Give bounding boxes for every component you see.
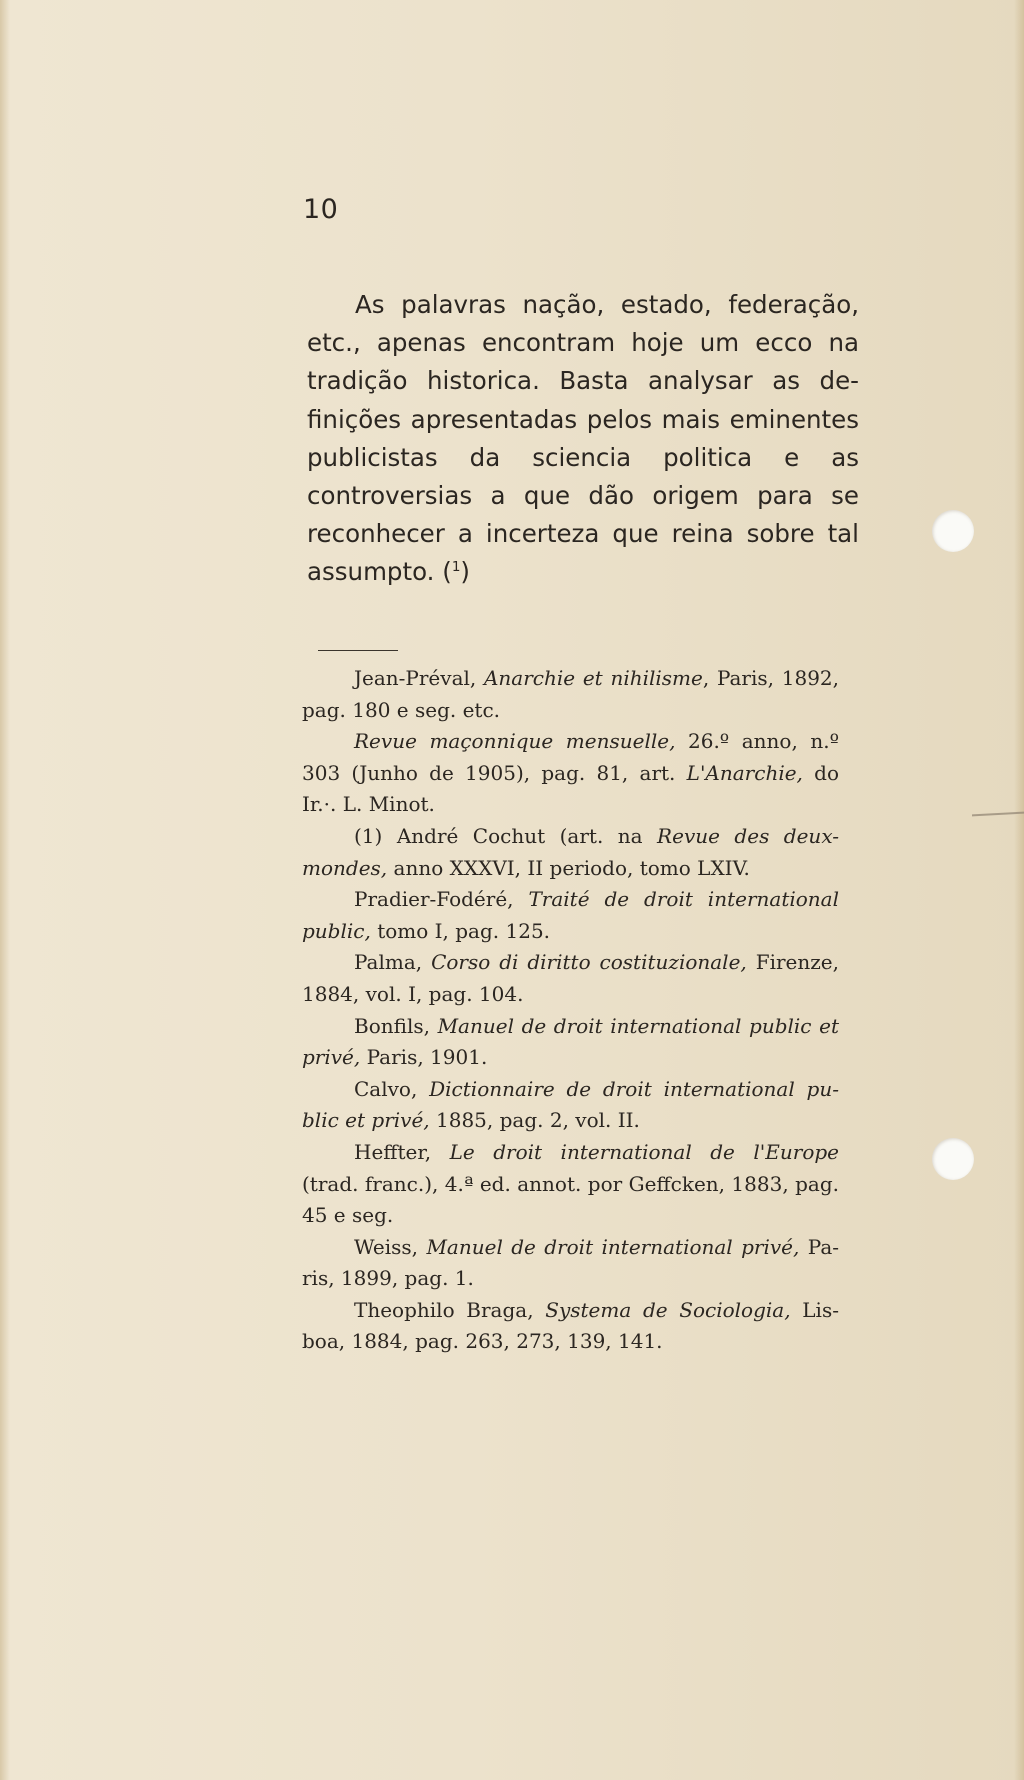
page-number: 10	[303, 194, 339, 225]
footnote-author: Bonfils,	[354, 1013, 438, 1038]
footnote-details: , Paris, 1892, pag. 180 e seg. etc.	[302, 666, 839, 722]
footnote-title: Le droit international de l'Europe	[449, 1139, 839, 1164]
footnote-title: Revue des deux-mondes,	[302, 823, 840, 880]
footnote-title: Corso di diritto costituzionale,	[431, 950, 747, 975]
footnote-details: 1885, pag. 2, vol. II.	[429, 1108, 640, 1133]
footnote-author: Jean-Préval,	[354, 666, 484, 690]
main-paragraph: As palavras nação, estado, federação, etc., apenas encontram hoje um ecco na tradição historica. Basta analysar as definições apresentadas pelos mais eminentes publicistas da sciencia politica e as controversias a que dão origem para se reconhecer a incerteza que reina sobre tal assumpto. ($^1$)	[307, 290, 859, 587]
footnote-author: Calvo,	[354, 1076, 430, 1101]
footnote-author: Weiss,	[354, 1234, 427, 1259]
footnote-details: Paris, 1899, pag. 1.	[302, 1234, 840, 1291]
footnote-separator-rule	[318, 650, 398, 651]
footnote-details: Paris, 1901.	[360, 1045, 488, 1070]
footnote-title: Systema de Sociologia,	[545, 1297, 791, 1322]
footnote-details: Lisboa, 1884, pag. 263, 273, 139, 141.	[302, 1297, 839, 1354]
main-paragraph-text: As palavras nação, estado, federação, etc., apenas encontram hoje um ecco na tradição historica. Basta analysar as definições apresentadas pelos mais eminentes publicistas da sciencia politica e as controversias a que dão origem para se reconhecer a incerteza que reina sobre tal assumpto.	[307, 290, 859, 587]
footnote-entry	[302, 663, 839, 726]
footnote-details: anno XXXVI, II periodo, tomo LXIV.	[387, 855, 750, 880]
footnote-details: tomo I, pag. 125.	[370, 918, 551, 943]
page-edge-right	[1014, 0, 1024, 1780]
footnote-details: Firenze, 1884, vol. I, pag. 104.	[302, 950, 839, 1006]
page-edge-left	[0, 0, 10, 1780]
footnote-reference: 1	[451, 559, 461, 576]
footnote-author: André Cochut (art. na	[396, 823, 658, 848]
footnote-author: Palma,	[354, 950, 432, 975]
footnote-title: Manuel de droit international privé,	[426, 1234, 800, 1259]
footnote-entry	[302, 884, 839, 947]
footnotes-block	[302, 663, 839, 1358]
footnote-author: Pradier-Fodéré,	[354, 887, 529, 912]
footnote-details: (trad. franc.), 4.ª ed. annot. por Geffcken, 1883, pag. 45 e seg.	[302, 1171, 839, 1228]
footnote-title: Revue maçonnique mensuelle,	[354, 729, 676, 754]
punch-hole	[932, 1138, 974, 1180]
footnote-title: Anarchie et nihilisme	[483, 666, 703, 690]
footnote-entry	[302, 726, 839, 821]
footnote-author: Theophilo Braga,	[354, 1297, 546, 1322]
footnote-details: 26.º anno, n.º 303 (Junho de 1905), pag. 81, art.	[302, 729, 839, 785]
punch-hole	[932, 510, 974, 552]
footnote-entry	[302, 1295, 839, 1358]
footnote-title: Dictionnaire de droit international public et privé,	[302, 1076, 839, 1133]
footnote-entry	[302, 1011, 839, 1074]
footnote-marker: (1)	[354, 823, 397, 848]
footnote-entry	[302, 947, 839, 1010]
footnote-entry	[302, 1137, 839, 1232]
footnote-details: do Ir.·. L. Minot.	[302, 760, 840, 817]
footnote-title: Manuel de droit international public et privé,	[302, 1013, 839, 1070]
footnote-entry	[302, 1232, 839, 1295]
footnote-entry	[302, 821, 839, 884]
footnote-article-title: L'Anarchie,	[686, 760, 803, 785]
footnote-author: Heffter,	[354, 1139, 450, 1164]
footnote-entry	[302, 1074, 839, 1137]
footnote-title: Traité de droit international public,	[302, 887, 839, 943]
